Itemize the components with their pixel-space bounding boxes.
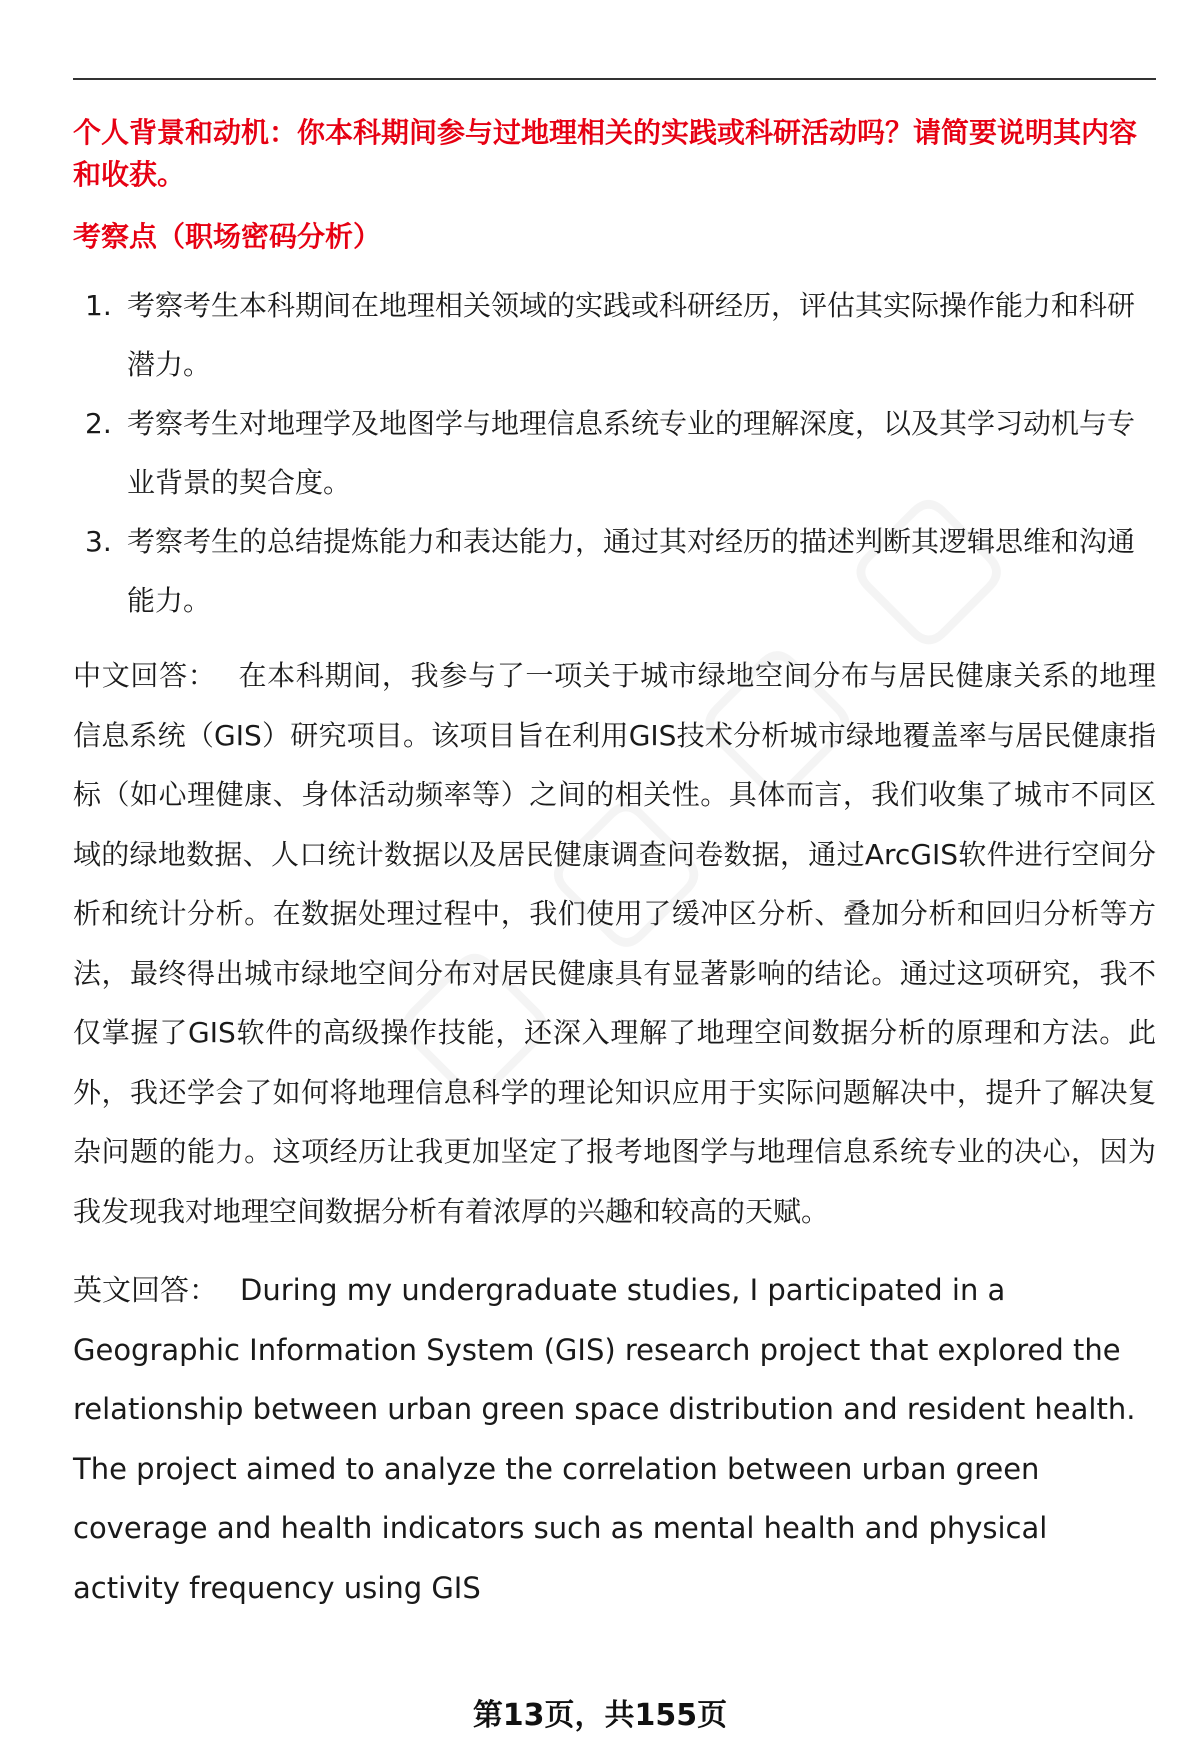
point-text: 考察考生的总结提炼能力和表达能力，通过其对经历的描述判断其逻辑思维和沟通能力。 <box>127 525 1136 617</box>
chinese-answer-text: 在本科期间，我参与了一项关于城市绿地空间分布与居民健康关系的地理信息系统（GIS）研究项目。该项目旨在利用GIS技术分析城市绿地覆盖率与居民健康指标（如心理健康、身体活动频率等）之间的相关性。具体而言，我们收集了城市不同区域的绿地数据、人口统计数据以及居民健康调查问卷数据，通过ArcGIS软件进行空间分析和统计分析。在数据处理过程中，我们使用了缓冲区分析、叠加分析和回归分析等方法，最终得出城市绿地空间分布对居民健康具有显著影响的结论。通过这项研究，我不仅掌握了GIS软件的高级操作技能，还深入理解了地理空间数据分析的原理和方法。此外，我还学会了如何将地理信息科学的理论知识应用于实际问题解决中，提升了解决复杂问题的能力。这项经历让我更加坚定了报考地图学与地理信息系统专业的决心，因为我发现我对地理空间数据分析有着浓厚的兴趣和较高的天赋。 <box>73 659 1156 1228</box>
english-answer-label: 英文回答： <box>73 1273 219 1307</box>
chinese-answer <box>73 646 1156 1241</box>
point-number: 2. <box>85 407 112 440</box>
question-title: 个人背景和动机：你本科期间参与过地理相关的实践或科研活动吗？请简要说明其内容和收获。 <box>73 116 1138 191</box>
english-answer <box>73 1261 1156 1618</box>
page-content <box>73 112 1156 1618</box>
chinese-answer-label: 中文回答： <box>73 659 217 692</box>
point-text: 考察考生对地理学及地图学与地理信息系统专业的理解深度，以及其学习动机与专业背景的契合度。 <box>127 407 1136 499</box>
assessment-list <box>73 276 1156 630</box>
top-rule <box>73 78 1156 80</box>
page-number: 第13页，共155页 <box>472 1698 728 1733</box>
point-number: 3. <box>85 525 112 558</box>
assessment-point <box>73 512 1156 630</box>
english-answer-text: During my undergraduate studies, I participated in a Geographic Information System (GIS) research project that explored the relationship between urban green space distribution and resident health. The project aimed to analyze the correlation between urban green coverage and health indicators such as mental health and physical activity frequency using GIS <box>73 1273 1136 1605</box>
assessment-point <box>73 394 1156 512</box>
point-number: 1. <box>85 289 112 322</box>
point-text: 考察考生本科期间在地理相关领域的实践或科研经历，评估其实际操作能力和科研潜力。 <box>127 289 1136 381</box>
assessment-point <box>73 276 1156 394</box>
assessment-heading: 考察点（职场密码分析） <box>73 220 382 253</box>
